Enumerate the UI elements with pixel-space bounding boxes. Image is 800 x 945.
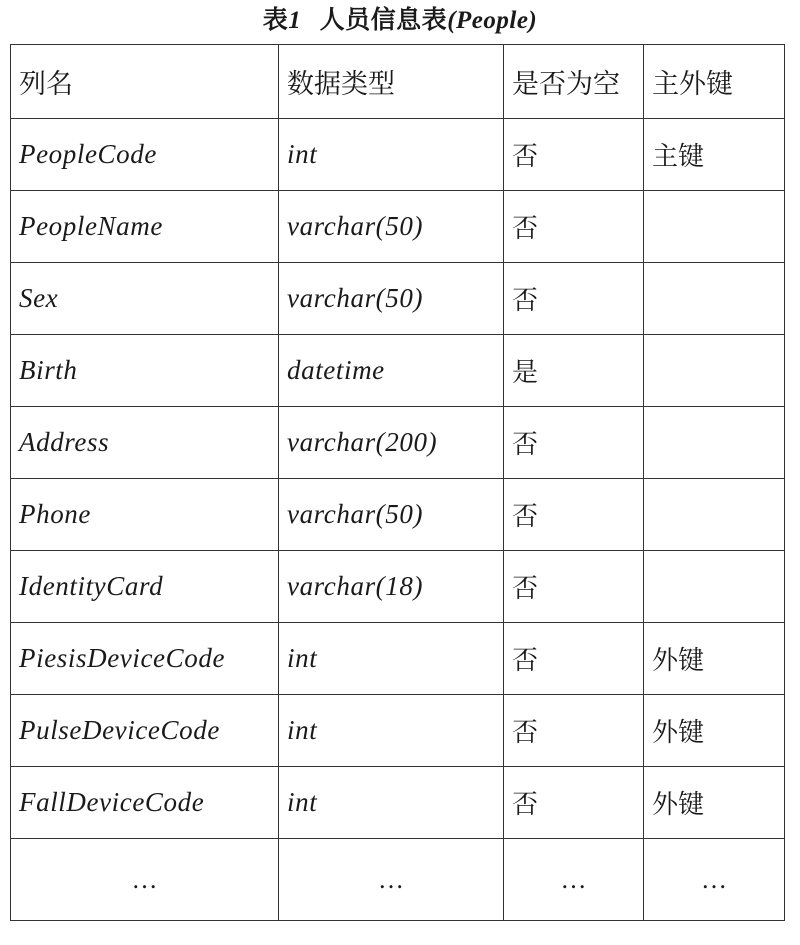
cell-nullable: 否 [504, 767, 644, 839]
cell-key: 外键 [644, 767, 785, 839]
ellipsis-cell: … [11, 839, 279, 921]
cell-column-name: PeopleCode [11, 119, 279, 191]
cell-data-type: datetime [279, 335, 504, 407]
cell-data-type: int [279, 119, 504, 191]
cell-data-type: int [279, 767, 504, 839]
caption-table-name: (People) [447, 7, 538, 34]
cell-nullable: 否 [504, 119, 644, 191]
cell-data-type: varchar(50) [279, 263, 504, 335]
cell-data-type: varchar(200) [279, 407, 504, 479]
cell-data-type: varchar(50) [279, 479, 504, 551]
cell-key [644, 551, 785, 623]
cell-column-name: Sex [11, 263, 279, 335]
cell-nullable: 否 [504, 407, 644, 479]
table-row [11, 335, 785, 407]
cell-key [644, 263, 785, 335]
cell-column-name: Phone [11, 479, 279, 551]
table-row [11, 479, 785, 551]
table-row [11, 191, 785, 263]
header-data-type: 数据类型 [279, 45, 504, 119]
ellipsis-cell: … [504, 839, 644, 921]
cell-column-name: PiesisDeviceCode [11, 623, 279, 695]
cell-column-name: PulseDeviceCode [11, 695, 279, 767]
cell-nullable: 否 [504, 695, 644, 767]
cell-data-type: varchar(18) [279, 551, 504, 623]
header-column-name: 列名 [11, 45, 279, 119]
header-key: 主外键 [644, 45, 785, 119]
cell-nullable: 否 [504, 191, 644, 263]
ellipsis-row [11, 839, 785, 921]
caption-label: 表 [262, 5, 289, 34]
cell-column-name: IdentityCard [11, 551, 279, 623]
cell-key [644, 191, 785, 263]
cell-nullable: 是 [504, 335, 644, 407]
cell-key: 主键 [644, 119, 785, 191]
cell-key [644, 407, 785, 479]
cell-column-name: Address [11, 407, 279, 479]
cell-column-name: FallDeviceCode [11, 767, 279, 839]
header-row [11, 45, 785, 119]
table-row [11, 119, 785, 191]
cell-nullable: 否 [504, 551, 644, 623]
people-schema-table [10, 44, 785, 921]
cell-key: 外键 [644, 695, 785, 767]
table-row [11, 407, 785, 479]
cell-key [644, 479, 785, 551]
table-caption [0, 0, 800, 42]
table-row [11, 551, 785, 623]
cell-column-name: PeopleName [11, 191, 279, 263]
cell-data-type: int [279, 695, 504, 767]
caption-title: 人员信息表 [319, 5, 448, 34]
cell-nullable: 否 [504, 263, 644, 335]
cell-data-type: varchar(50) [279, 191, 504, 263]
cell-nullable: 否 [504, 479, 644, 551]
cell-key [644, 335, 785, 407]
header-nullable: 是否为空 [504, 45, 644, 119]
cell-nullable: 否 [504, 623, 644, 695]
table-row [11, 695, 785, 767]
cell-key: 外键 [644, 623, 785, 695]
table-row [11, 263, 785, 335]
cell-column-name: Birth [11, 335, 279, 407]
ellipsis-cell: … [644, 839, 785, 921]
table-row [11, 623, 785, 695]
ellipsis-cell: … [279, 839, 504, 921]
cell-data-type: int [279, 623, 504, 695]
table-row [11, 767, 785, 839]
caption-number: 1 [288, 7, 302, 34]
